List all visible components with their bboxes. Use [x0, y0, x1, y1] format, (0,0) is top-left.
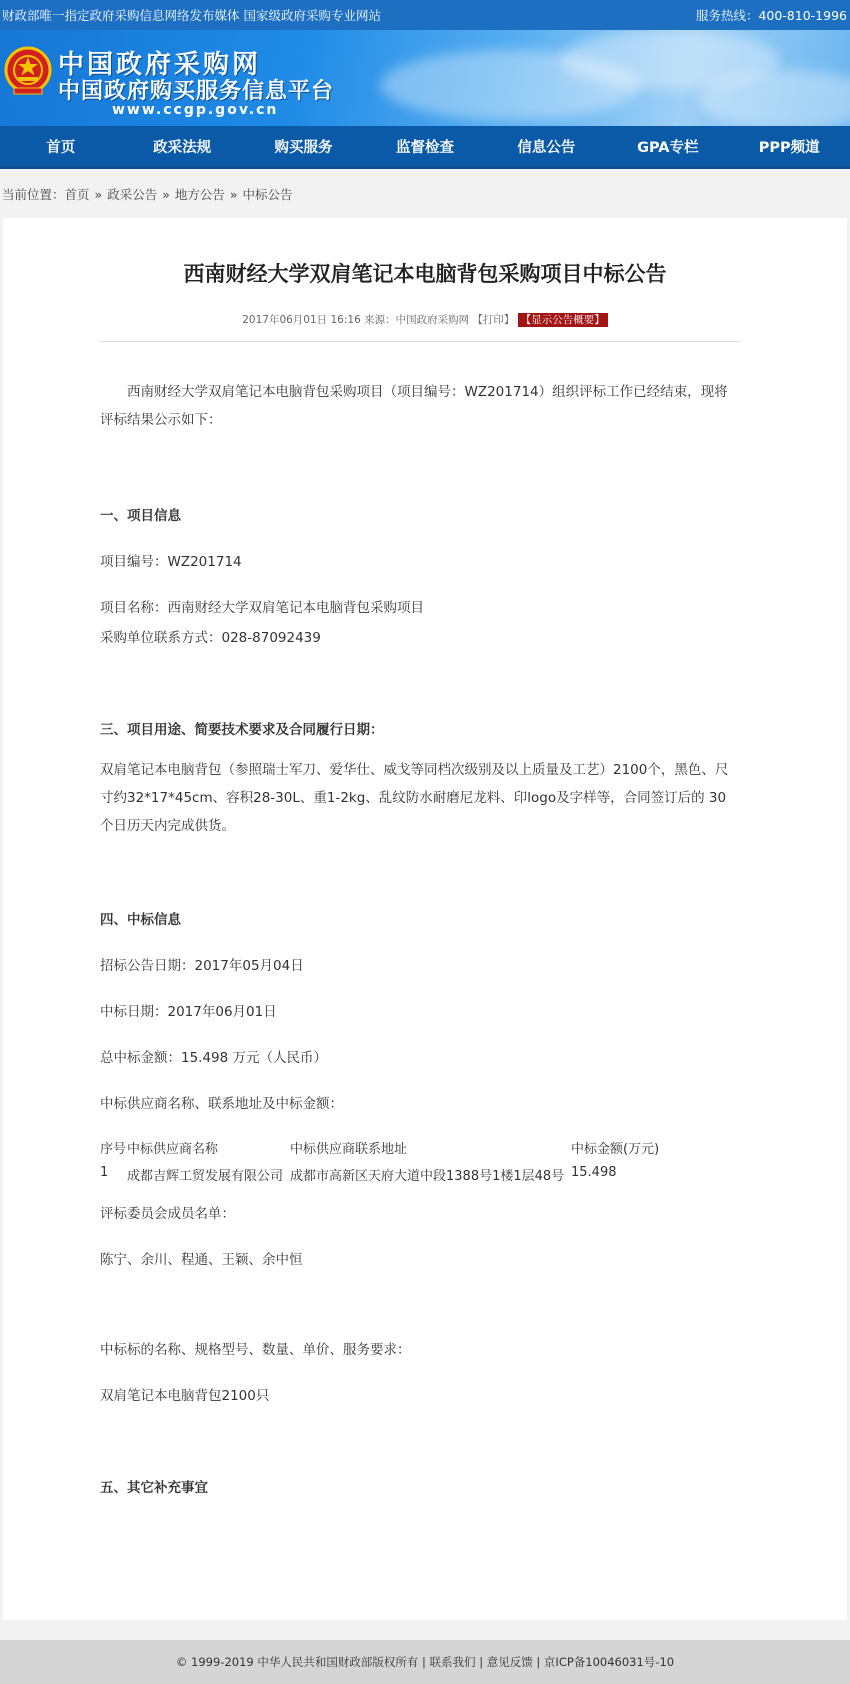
service-hotline: 服务热线：400-810-1996 [695, 8, 847, 23]
section-1-heading: 一、项目信息 [100, 508, 181, 524]
summary-toggle-button[interactable]: 【显示公告概要】 [518, 313, 608, 327]
breadcrumb-award[interactable]: 中标公告 [242, 187, 293, 202]
nav-purchase-services[interactable]: 购买服务 [274, 139, 333, 156]
items-label: 中标标的名称、规格型号、数量、单价、服务要求： [100, 1342, 411, 1358]
nav-announcements[interactable]: 信息公告 [517, 139, 576, 156]
article-panel [3, 218, 847, 1620]
nav-regulations[interactable]: 政采法规 [153, 139, 212, 156]
section-5-heading: 五、其它补充事宜 [100, 1480, 208, 1496]
site-banner [0, 30, 850, 126]
total-award-amount: 总中标金额：15.498 万元（人民币） [100, 1050, 328, 1066]
breadcrumb-separator: » [162, 186, 170, 202]
top-bar [0, 0, 850, 30]
table-cell-supplier: 成都吉辉工贸发展有限公司 [127, 1169, 284, 1184]
site-logo-subtitle: 中国政府购买服务信息平台 [58, 79, 335, 104]
table-cell-amount: 15.498 [571, 1165, 617, 1180]
article-title: 西南财经大学双肩笔记本电脑背包采购项目中标公告 [183, 262, 667, 286]
article-meta-text: 2017年06月01日 16:16 来源：中国政府采购网 【打印】 [242, 314, 515, 326]
title-divider [100, 341, 740, 342]
table-header-address: 中标供应商联系地址 [290, 1142, 408, 1157]
tender-date: 招标公告日期：2017年05月04日 [100, 958, 304, 974]
breadcrumb-separator: » [94, 186, 103, 202]
nav-home[interactable]: 首页 [46, 139, 76, 156]
site-logo-title[interactable]: 中国政府采购网 [58, 50, 262, 80]
items-value: 双肩笔记本电脑背包2100只 [100, 1388, 270, 1404]
breadcrumb-prefix: 当前位置： [2, 187, 65, 202]
top-bar-slogan: 财政部唯一指定政府采购信息网络发布媒体 国家级政府采购专业网站 [2, 8, 381, 23]
project-name: 项目名称：西南财经大学双肩笔记本电脑背包采购项目 [100, 600, 424, 616]
breadcrumb-home[interactable]: 首页 [64, 187, 90, 202]
site-footer [0, 1640, 850, 1684]
breadcrumb-separator: » [229, 186, 238, 202]
table-header-supplier: 中标供应商名称 [127, 1142, 219, 1157]
purchaser-contact: 采购单位联系方式：028-87092439 [100, 630, 321, 646]
intro-paragraph: 西南财经大学双肩笔记本电脑背包采购项目（项目编号：WZ201714）组织评标工作已经结束，现将评标结果公示如下： [100, 384, 728, 428]
committee-label: 评标委员会成员名单： [100, 1206, 235, 1222]
nav-ppp[interactable]: PPP频道 [758, 139, 820, 156]
main-nav [0, 126, 850, 169]
breadcrumb [0, 169, 850, 219]
section-4-heading: 四、中标信息 [100, 912, 181, 928]
nav-gpa[interactable]: GPA专栏 [637, 139, 699, 156]
table-cell-address: 成都市高新区天府大道中段1388号1楼1层48号 [290, 1169, 565, 1184]
committee-members: 陈宁、余川、程通、王颖、余中恒 [100, 1252, 303, 1268]
national-emblem-icon[interactable] [4, 44, 52, 96]
breadcrumb-notices[interactable]: 政采公告 [107, 187, 158, 202]
table-header-seq: 序号 [100, 1142, 127, 1157]
breadcrumb-local[interactable]: 地方公告 [174, 187, 225, 202]
nav-supervision[interactable]: 监督检查 [395, 139, 454, 156]
article-meta [3, 312, 847, 327]
footer-text[interactable]: © 1999-2019 中华人民共和国财政部版权所有 | 联系我们 | 意见反馈 | 京ICP备10046031号-10 [175, 1655, 675, 1669]
project-number: 项目编号：WZ201714 [100, 554, 242, 570]
supplier-intro: 中标供应商名称、联系地址及中标金额： [100, 1096, 343, 1112]
site-url: www.ccgp.gov.cn [112, 102, 279, 118]
table-cell-seq: 1 [100, 1165, 109, 1180]
award-date: 中标日期：2017年06月01日 [100, 1004, 277, 1020]
table-header-amount: 中标金额(万元) [571, 1142, 660, 1157]
section-3-body: 双肩笔记本电脑背包（参照瑞士军刀、爱华仕、威戈等同档次级别及以上质量及工艺）2100个，黑色、尺寸约32*17*45cm、容积28-30L、重1-2kg、乱纹防水耐磨尼龙料、印logo及字样等，合同签订后的 30个日历天内完成供货。 [100, 762, 729, 834]
section-3-heading: 三、项目用途、简要技术要求及合同履行日期： [100, 722, 384, 738]
